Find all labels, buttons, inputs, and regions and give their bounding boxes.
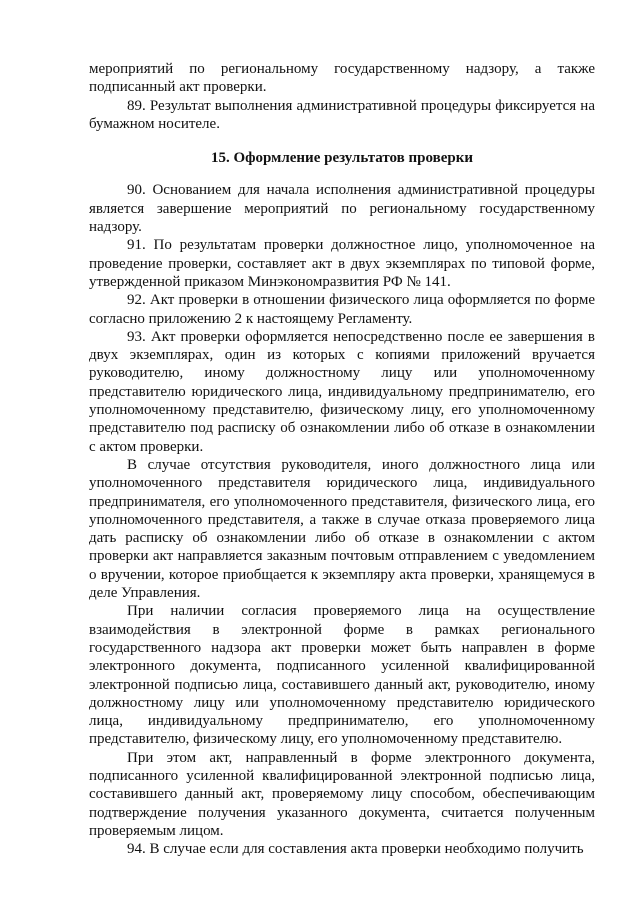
paragraph-94: 94. В случае если для составления акта проверки необходимо получить [127,841,584,858]
paragraph-93-electronic-receipt: При этом акт, направленный в форме электронного документа, подписанного усиленной квалифицированной электронной подписью лица, составившего данный акт, проверяемому лицу способом, обеспечивающим подтверждение получения указанного документа, считается полученным проверяемым лицом. [89,749,595,839]
paragraph-continuation: мероприятий по региональному государственному надзору, а также подписанный акт проверки. [89,61,595,96]
paragraph-91: 91. По результатам проверки должностное лицо, уполномоченное на проведение проверки, составляет акт в двух экземплярах по типовой форме, утвержденной приказом Минэкономразвития РФ № 141. [89,237,595,290]
paragraph-93: 93. Акт проверки оформляется непосредственно после ее завершения в двух экземплярах, один из которых с копиями приложений вручается руководителю, иному должностному лицу или уполномоченному представителю юридического лица, индивидуальному предпринимателю, его уполномоченному представителю, физическому лицу, его уполномоченному представителю под расписку об ознакомлении либо об отказе в ознакомлении с актом проверки. [89,328,595,455]
paragraph-92: 92. Акт проверки в отношении физического лица оформляется по форме согласно приложению 2 к настоящему Регламенту. [89,292,595,327]
paragraph-90: 90. Основанием для начала исполнения административной процедуры является завершение мероприятий по региональному государственному надзору. [89,182,595,236]
paragraph-93-absence-case: В случае отсутствия руководителя, иного должностного лица или уполномоченного представителя юридического лица, индивидуального предпринимателя, его уполномоченного представителя, физического лица, его уполномоченного представителя, а также в случае отказа проверяемого лица дать расписку об ознакомлении либо об отказе в ознакомлении с актом проверки акт направляется заказным почтовым отправлением с уведомлением о вручении, которое приобщается к экземпляру акта проверки, хранящемуся в деле Управления. [89,456,595,602]
paragraph-93-electronic-consent: При наличии согласия проверяемого лица на осуществление взаимодействия в электронной форме в рамках регионального государственного надзора акт проверки может быть направлен в форме электронного документа, подписанного усиленной квалифицированной электронной подписью лица, составившего данный акт, руководителю, иному должностному лицу или уполномоченному представителю юридического лица, индивидуальному предпринимателю, его уполномоченному представителю, физическому лицу, его уполномоченному представителю. [89,603,595,748]
section-heading: 15. Оформление результатов проверки [210,150,474,167]
page-body [89,60,595,858]
paragraph-89: 89. Результат выполнения административной процедуры фиксируется на бумажном носителе. [89,97,595,132]
